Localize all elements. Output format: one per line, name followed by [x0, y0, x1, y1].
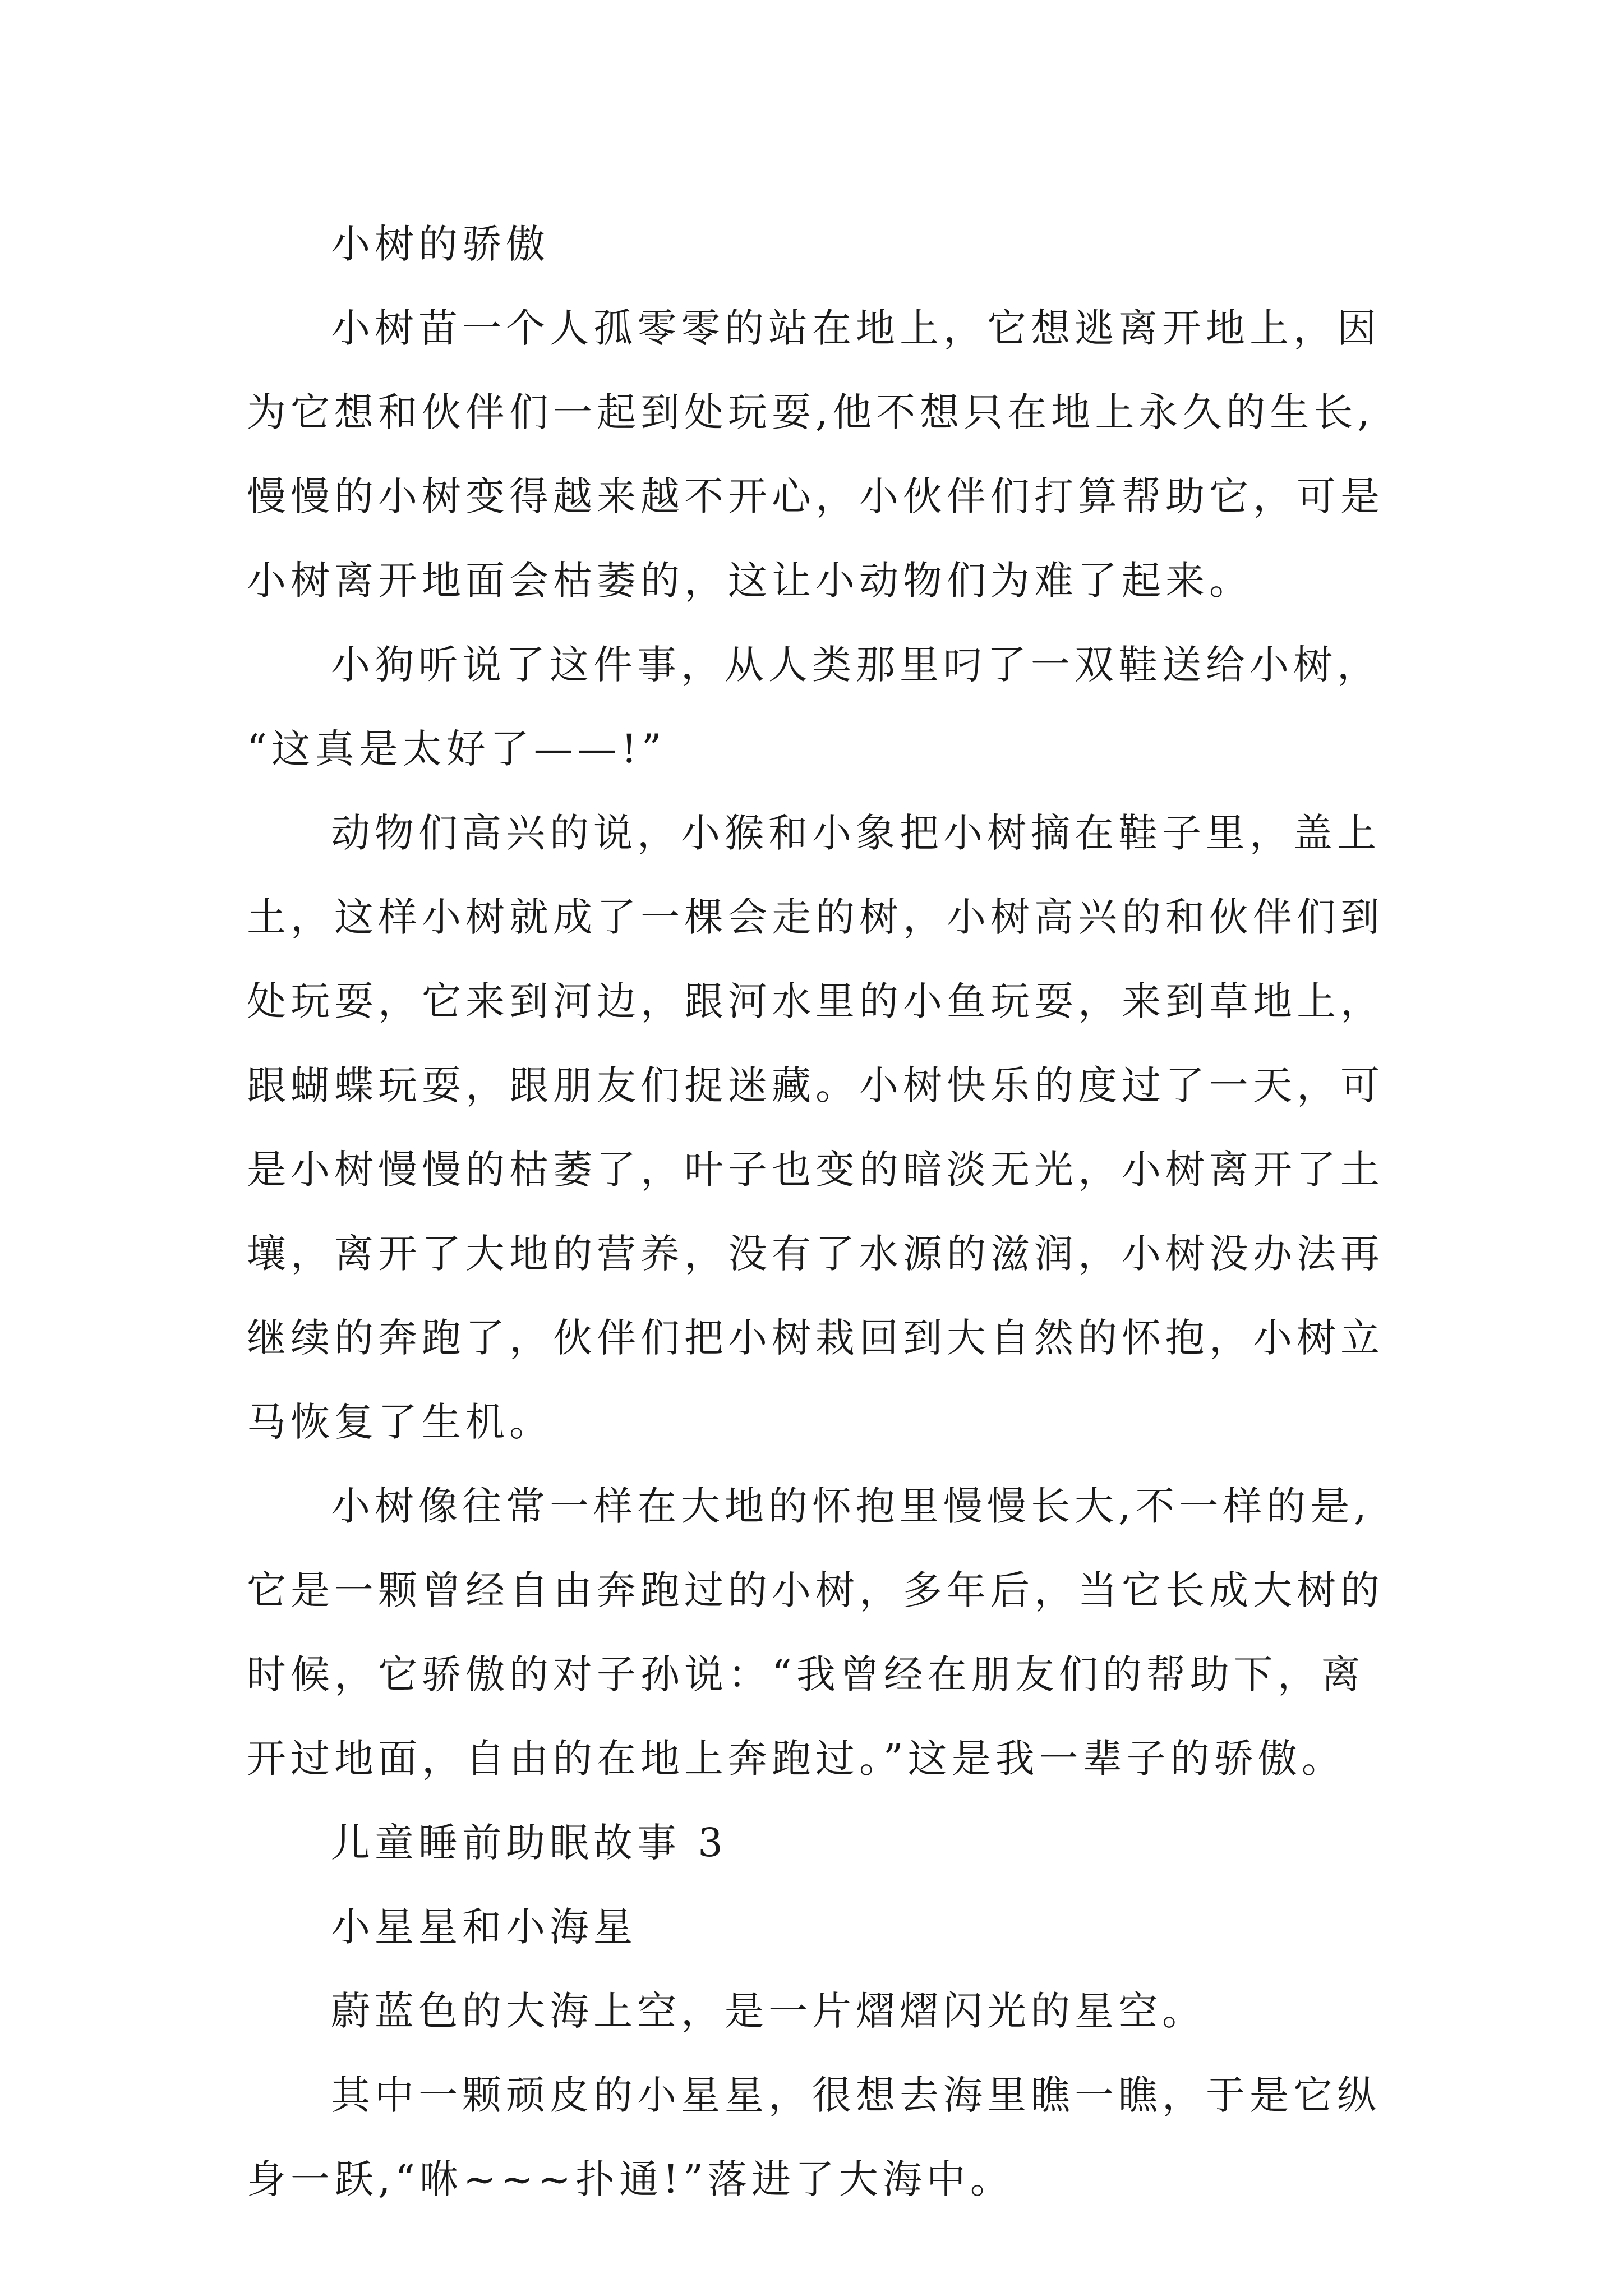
text-line: 慢慢的小树变得越来越不开心，小伙伴们打算帮助它，可是 [247, 473, 1384, 519]
text-line: 开过地面，自由的在地上奔跑过。”这是我一辈子的骄傲。 [247, 1736, 1345, 1782]
text-line: 时候，它骄傲的对子孙说：“我曾经在朋友们的帮助下，离 [247, 1651, 1365, 1697]
text-line: “这真是太好了——!” [247, 726, 666, 772]
text-line: 小狗听说了这件事，从人类那里叼了一双鞋送给小树， [331, 642, 1381, 688]
text-line: 处玩耍，它来到河边，跟河水里的小鱼玩耍，来到草地上， [247, 978, 1384, 1024]
text-line: 马恢复了生机。 [247, 1399, 553, 1445]
text-line: 壤，离开了大地的营养，没有了水源的滋润，小树没办法再 [247, 1231, 1384, 1277]
text-line: 动物们高兴的说，小猴和小象把小树摘在鞋子里，盖上 [331, 810, 1381, 856]
story-title: 小树的骄傲 [331, 221, 550, 267]
section-heading: 儿童睡前助眠故事 3 [331, 1820, 727, 1866]
text-line: 跟蝴蝶玩耍，跟朋友们捉迷藏。小树快乐的度过了一天，可 [247, 1062, 1384, 1108]
story-title: 小星星和小海星 [331, 1904, 637, 1950]
text-line: 蔚蓝色的大海上空，是一片熠熠闪光的星空。 [331, 1988, 1206, 2034]
text-line: 它是一颗曾经自由奔跑过的小树，多年后，当它长成大树的 [247, 1567, 1384, 1613]
text-line: 其中一颗顽皮的小星星，很想去海里瞧一瞧，于是它纵 [331, 2072, 1381, 2118]
text-line: 是小树慢慢的枯萎了，叶子也变的暗淡无光，小树离开了土 [247, 1147, 1384, 1193]
text-line: 小树苗一个人孤零零的站在地上，它想逃离开地上，因 [331, 305, 1381, 351]
text-line: 为它想和伙伴们一起到处玩耍,他不想只在地上永久的生长, [247, 389, 1375, 435]
text-line: 小树离开地面会枯萎的，这让小动物们为难了起来。 [247, 558, 1253, 604]
document-body [247, 202, 1396, 2221]
text-line: 土，这样小树就成了一棵会走的树，小树高兴的和伙伴们到 [247, 894, 1384, 940]
text-line: 继续的奔跑了，伙伴们把小树栽回到大自然的怀抱，小树立 [247, 1315, 1384, 1361]
text-line: 小树像往常一样在大地的怀抱里慢慢长大,不一样的是, [331, 1483, 1371, 1529]
text-line: 身一跃,“咻~~~扑通!”落进了大海中。 [247, 2156, 1014, 2202]
